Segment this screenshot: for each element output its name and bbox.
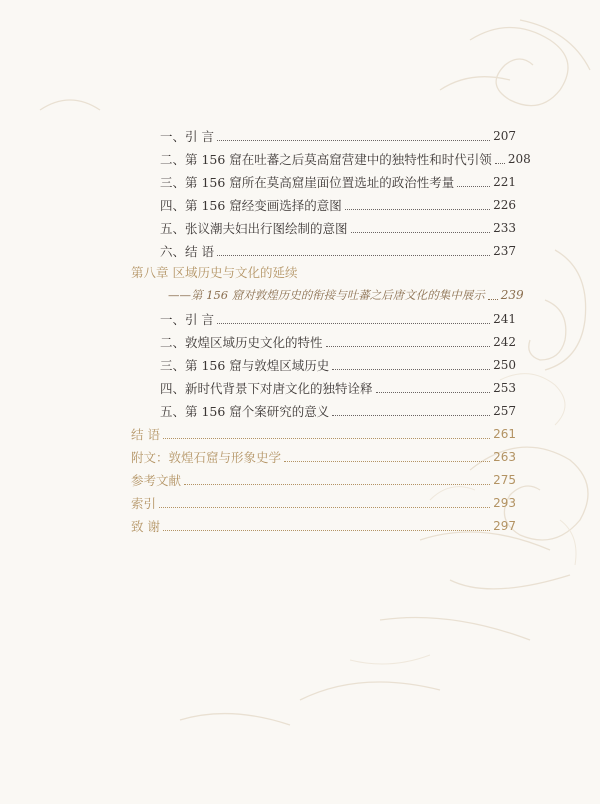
toc-entry-title: 四、新时代背景下对唐文化的独特诠释 — [160, 381, 373, 396]
toc-entry-title: 四、第 156 窟经变画选择的意图 — [160, 198, 342, 213]
toc-entry-title: 五、张议潮夫妇出行图绘制的意图 — [160, 221, 348, 236]
toc-entry-title: 致 谢 — [131, 519, 160, 534]
toc-entry-page: 257 — [493, 404, 516, 418]
toc-entry-back-matter[interactable] — [131, 450, 516, 465]
toc-entry-title: 参考文献 — [131, 473, 182, 488]
toc-entry[interactable] — [160, 152, 531, 167]
toc-entry[interactable] — [160, 129, 516, 144]
toc-entry[interactable] — [160, 381, 516, 396]
toc-entry-page: 226 — [493, 198, 516, 212]
toc-entry-title: 索引 — [131, 496, 157, 511]
toc-entry-back-matter[interactable] — [131, 427, 516, 442]
toc-entry-title: 一、引 言 — [160, 312, 214, 327]
leader-dots — [163, 438, 490, 439]
toc-entry[interactable] — [160, 312, 516, 327]
leader-dots — [457, 186, 490, 187]
toc-entry-page: 207 — [493, 129, 516, 143]
toc-entry-page: 275 — [493, 473, 516, 487]
toc-entry-page: 250 — [493, 358, 516, 372]
leader-dots — [495, 163, 505, 164]
leader-dots — [217, 140, 490, 141]
leader-dots — [159, 507, 490, 508]
toc-entry-page: 208 — [507, 152, 531, 166]
toc-entry-title: 结 语 — [131, 427, 160, 442]
leader-dots — [351, 232, 491, 233]
toc-entry-title: 六、结 语 — [160, 244, 214, 259]
leader-dots — [326, 346, 491, 347]
toc-entry-title: 二、敦煌区域历史文化的特性 — [160, 335, 323, 350]
leader-dots — [217, 255, 490, 256]
leader-dots — [488, 299, 498, 300]
toc-entry-page: 221 — [493, 175, 516, 189]
toc-entry-title: 附文：敦煌石窟与形象史学 — [131, 450, 282, 465]
toc-entry-page: 237 — [493, 244, 516, 258]
leader-dots — [332, 369, 490, 370]
chapter-heading[interactable] — [131, 265, 516, 280]
leader-dots — [345, 209, 490, 210]
toc-entry-page: 242 — [493, 335, 516, 349]
toc-entry-page: 253 — [493, 381, 516, 395]
leader-dots — [332, 415, 490, 416]
toc-entry-page: 239 — [500, 288, 524, 302]
toc-entry-page: 233 — [493, 221, 516, 235]
leader-dots — [284, 461, 490, 462]
toc-entry-title: 二、第 156 窟在吐蕃之后莫高窟营建中的独特性和时代引领 — [160, 152, 492, 167]
toc-entry-back-matter[interactable] — [131, 473, 516, 488]
toc-entry-page: 297 — [493, 519, 516, 533]
toc-entry-page: 261 — [493, 427, 516, 441]
leader-dots — [163, 530, 490, 531]
toc-entry[interactable] — [160, 221, 516, 236]
toc-entry-page: 293 — [493, 496, 516, 510]
leader-dots — [217, 323, 490, 324]
toc-entry[interactable] — [160, 335, 516, 350]
toc-entry-back-matter[interactable] — [131, 496, 516, 511]
toc-entry-page: 241 — [493, 312, 516, 326]
chapter-subtitle-entry[interactable] — [168, 288, 524, 303]
leader-dots — [376, 392, 491, 393]
toc-entry[interactable] — [160, 244, 516, 259]
toc-entry-title: 三、第 156 窟所在莫高窟崖面位置选址的政治性考量 — [160, 175, 455, 190]
toc-entry-title: 五、第 156 窟个案研究的意义 — [160, 404, 330, 419]
toc-entry-title: 三、第 156 窟与敦煌区域历史 — [160, 358, 330, 373]
toc-entry[interactable] — [160, 358, 516, 373]
leader-dots — [184, 484, 490, 485]
toc-entry-page: 263 — [493, 450, 516, 464]
toc-entry-title: 一、引 言 — [160, 129, 214, 144]
toc-entry[interactable] — [160, 198, 516, 213]
chapter-title: 第八章 区域历史与文化的延续 — [131, 265, 298, 280]
toc-entry-back-matter[interactable] — [131, 519, 516, 534]
chapter-subtitle: ——第 156 窟对敦煌历史的衔接与吐蕃之后唐文化的集中展示 — [168, 288, 485, 302]
toc-entry[interactable] — [160, 175, 516, 190]
toc-entry[interactable] — [160, 404, 516, 419]
